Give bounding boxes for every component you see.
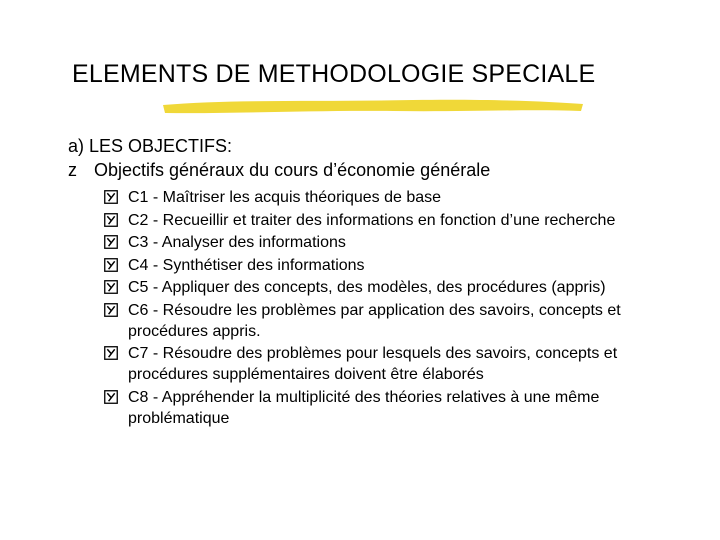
list-item — [104, 387, 664, 429]
checkbox-y-icon — [104, 346, 118, 360]
list-item-text: C3 - Analyser des informations — [128, 234, 346, 251]
list-item-text: C6 - Résoudre les problèmes par application des savoirs, concepts et procédures appris. — [128, 301, 621, 340]
checkbox-y-icon — [104, 213, 118, 227]
level1-text: Objectifs généraux du cours d’économie générale — [94, 160, 491, 180]
list-item — [104, 255, 664, 276]
list-item-text: C4 - Synthétiser des informations — [128, 256, 365, 274]
list-item-text: C8 - Appréhender la multiplicité des théories relatives à une même problématique — [128, 388, 600, 427]
objectives-list — [104, 187, 664, 430]
level1-bullet-item — [68, 160, 490, 181]
list-item — [104, 277, 664, 298]
brushstroke-shape — [163, 100, 583, 113]
checkbox-y-icon — [104, 390, 118, 404]
list-item — [104, 187, 664, 208]
z-bullet-icon: z — [68, 160, 77, 180]
list-item-text: C5 - Appliquer des concepts, des modèles, des procédures (appris) — [128, 279, 606, 296]
list-item — [104, 300, 664, 342]
title-underline-brushstroke — [163, 96, 583, 118]
checkbox-y-icon — [104, 280, 118, 294]
checkbox-y-icon — [104, 190, 118, 204]
list-item-text: C2 - Recueillir et traiter des informations en fonction d’une recherche — [128, 211, 616, 229]
checkbox-y-icon — [104, 235, 118, 249]
list-item — [104, 343, 664, 385]
list-item-text: C7 - Résoudre des problèmes pour lesquels des savoirs, concepts et procédures supplémentaires doivent être élaborés — [128, 345, 618, 383]
section-heading: a) LES OBJECTIFS: — [68, 136, 233, 156]
list-item — [104, 232, 664, 253]
checkbox-y-icon — [104, 303, 118, 317]
checkbox-y-icon — [104, 258, 118, 272]
slide-title: ELEMENTS DE METHODOLOGIE SPECIALE — [72, 60, 596, 88]
list-item-text: C1 - Maîtriser les acquis théoriques de base — [128, 189, 442, 206]
list-item — [104, 210, 664, 231]
